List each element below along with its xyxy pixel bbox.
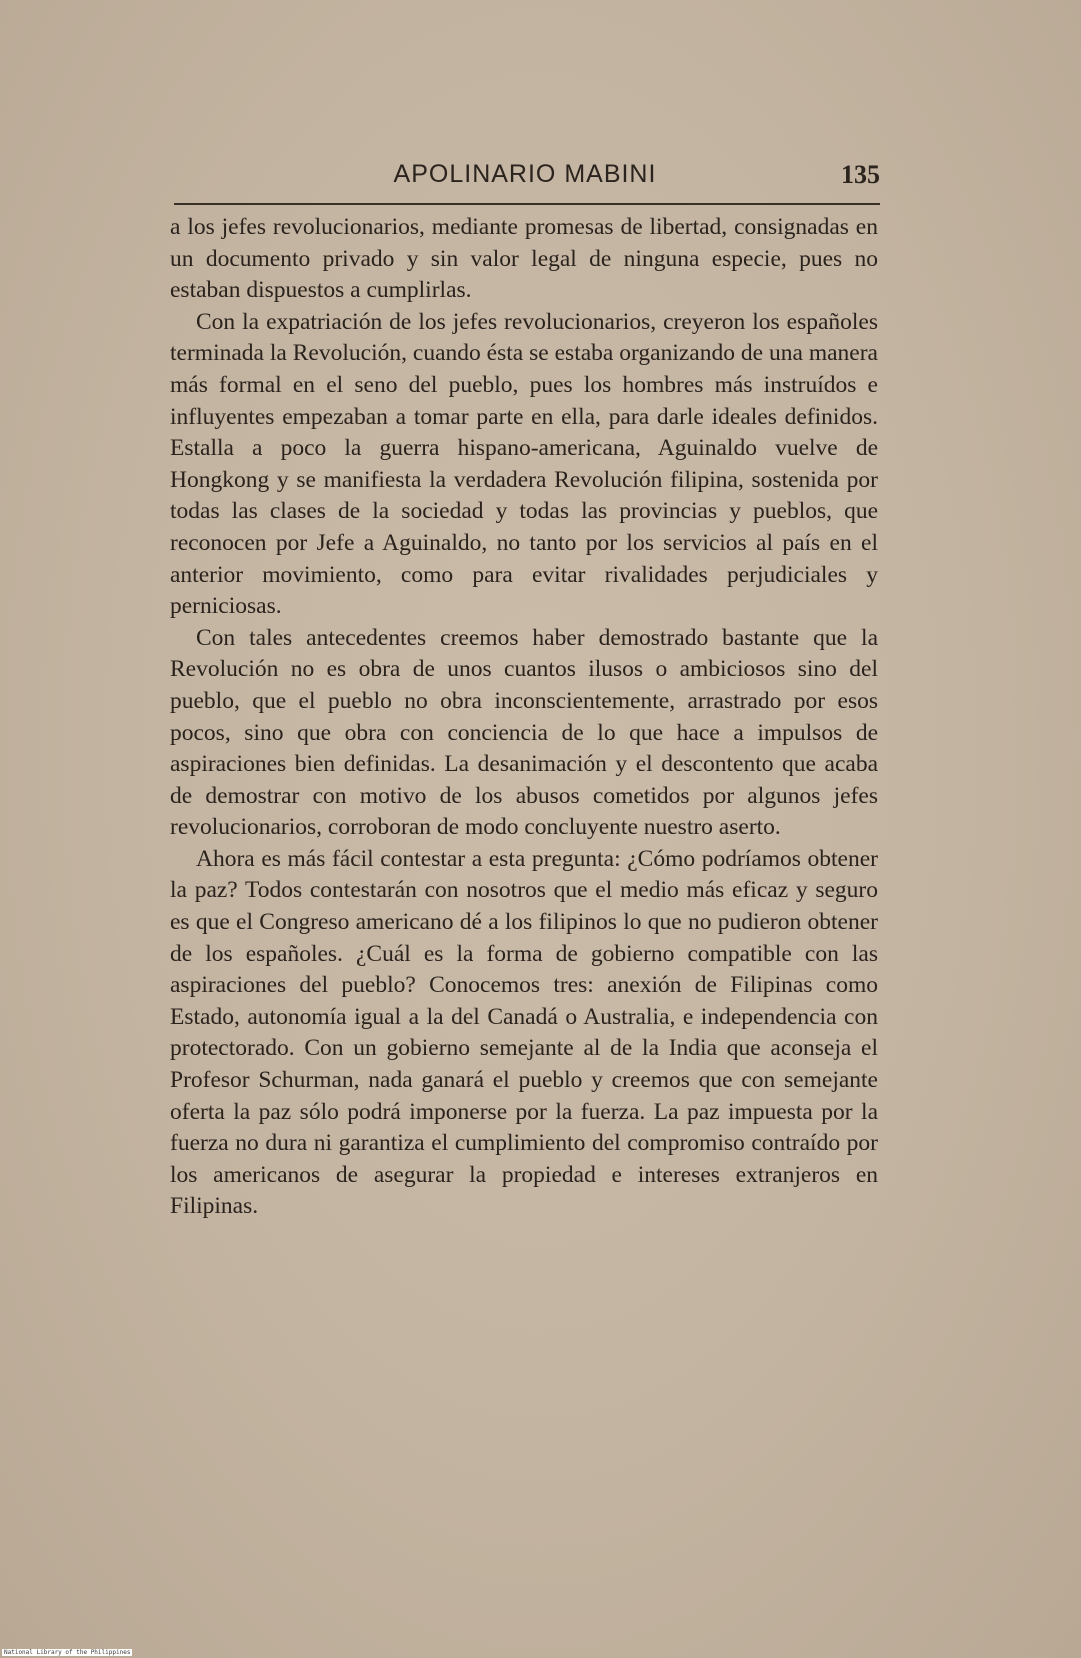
library-credit: National Library of the Philippines <box>4 1649 131 1656</box>
paragraph-2: Con la expatriación de los jefes revolucionarios, creyeron los españoles terminada la Revolución, cuando ésta se estaba organizando de una manera más formal en el seno del pueblo, pues los hombres más instruídos e influyentes empezaban a tomar parte en ella, para darle ideales definidos. Estalla a poco la guerra hispano-americana, Aguinaldo vuelve de Hongkong y se manifiesta la verdadera Revolución filipina, sostenida por todas las clases de la sociedad y todas las provincias y pueblos, que reconocen por Jefe a Aguinaldo, no tanto por los servicios al país en el anterior movimiento, como para evitar rivalidades perjudiciales y perniciosas. <box>170 308 878 620</box>
paragraph-1: a los jefes revolucionarios, mediante promesas de libertad, consignadas en un documento privado y sin valor legal de ninguna especie, pues no estaban dispuestos a cumplirlas. <box>170 214 878 304</box>
header-rule <box>174 203 880 205</box>
page-number: 135 <box>841 160 880 189</box>
running-head <box>170 160 880 196</box>
paragraph-4: Ahora es más fácil contestar a esta pregunta: ¿Cómo podríamos obtener la paz? Todos contestarán con nosotros que el medio más eficaz y seguro es que el Congreso americano dé a los filipinos lo que no pudieron obtener de los españoles. ¿Cuál es la forma de gobierno compatible con las aspiraciones del pueblo? Conocemos tres: anexión de Filipinas como Estado, autonomía igual a la del Canadá o Australia, e independencia con protectorado. Con un gobierno semejante al de la India que aconseja el Profesor Schurman, nada ganará el pueblo y creemos que con semejante oferta la paz sólo podrá imponerse por la fuerza. La paz impuesta por la fuerza no dura ni garantiza el cumplimiento del compromiso contraído por los americanos de asegurar la propiedad e intereses extranjeros en Filipinas. <box>170 845 878 1220</box>
running-title: APOLINARIO MABINI <box>393 160 657 188</box>
body-text <box>170 212 878 1223</box>
paragraph-3: Con tales antecedentes creemos haber demostrado bastante que la Revolución no es obra de unos cuantos ilusos o ambiciosos sino del pueblo, que el pueblo no obra inconscientemente, arrastrado por esos pocos, sino que obra con conciencia de lo que hace a impulsos de aspiraciones bien definidas. La desanimación y el descontento que acaba de demostrar con motivo de los abusos cometidos por algunos jefes revolucionarios, corroboran de modo concluyente nuestro aserto. <box>170 624 878 841</box>
